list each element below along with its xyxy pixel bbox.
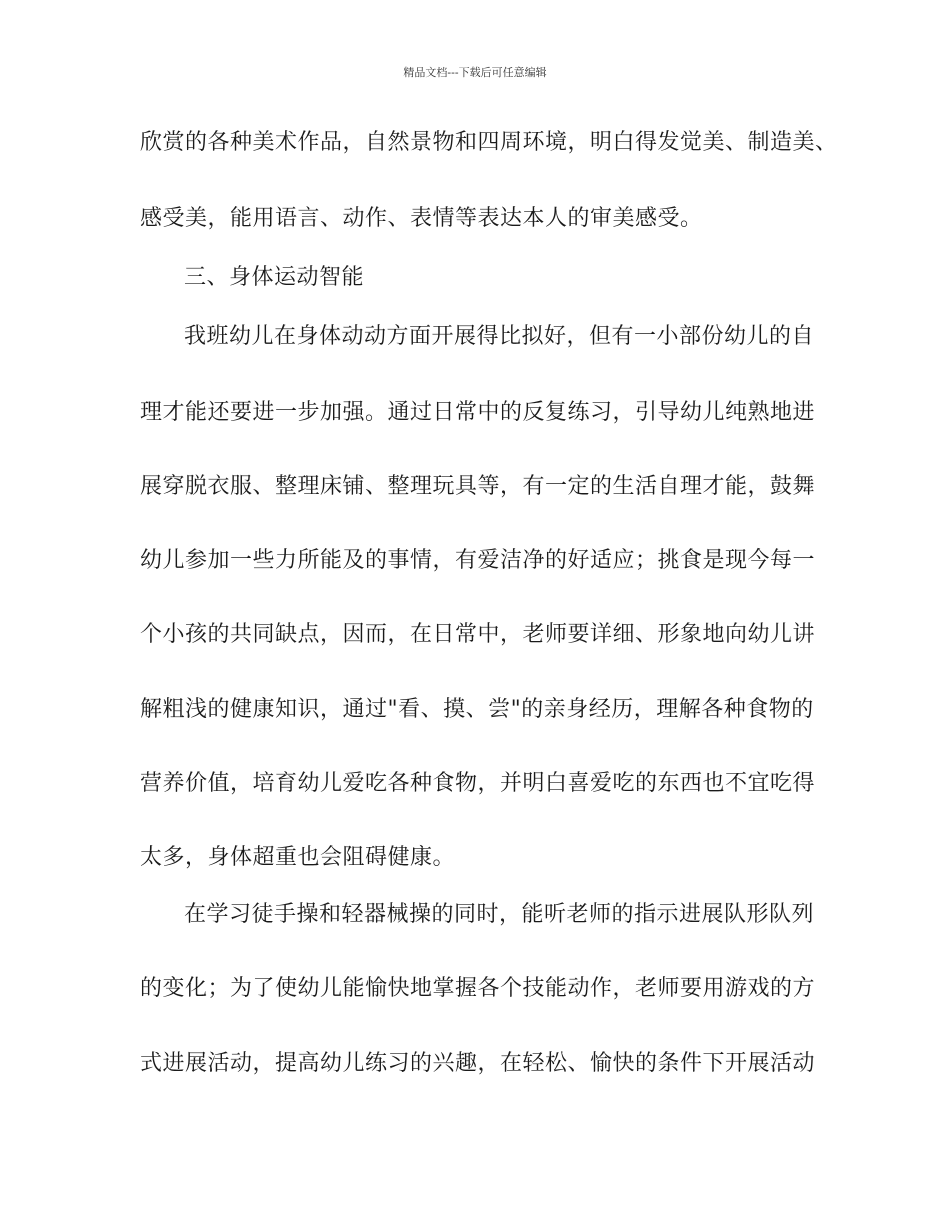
body-line-2: 感受美，能用语言、动作、表情等表达本人的审美感受。 — [140, 206, 703, 231]
section-heading: 三、身体运动智能 — [184, 265, 365, 290]
body-line-13: 的变化；为了使幼儿能愉快地掌握各个技能动作，老师要用游戏的方 — [140, 976, 816, 1001]
page-header: 精品文档---下载后可任意编辑 — [403, 66, 547, 79]
body-line-8: 个小孩的共同缺点，因而，在日常中，老师要详细、形象地向幼儿讲 — [140, 622, 816, 647]
body-line-6: 展穿脱衣服、整理床铺、整理玩具等，有一定的生活自理才能，鼓舞 — [140, 474, 816, 499]
body-line-9: 解粗浅的健康知识，通过"看、摸、尝"的亲身经历，理解各种食物的 — [140, 697, 814, 722]
body-line-14: 式进展活动，提高幼儿练习的兴趣，在轻松、愉快的条件下开展活动 — [140, 1051, 816, 1076]
body-line-4: 我班幼儿在身体动动方面开展得比拟好，但有一小部份幼儿的自 — [184, 324, 815, 349]
body-line-11: 太多，身体超重也会阻碍健康。 — [140, 845, 456, 870]
body-line-1: 欣赏的各种美术作品，自然景物和四周环境，明白得发觉美、制造美、 — [140, 130, 838, 155]
body-line-7: 幼儿参加一些力所能及的事情，有爱洁净的好适应；挑食是现今每一 — [140, 548, 816, 573]
body-line-5: 理才能还要进一步加强。通过日常中的反复练习，引导幼儿纯熟地进 — [140, 400, 816, 425]
body-line-10: 营养价值，培育幼儿爱吃各种食物，并明白喜爱吃的东西也不宜吃得 — [140, 771, 816, 796]
body-line-12: 在学习徒手操和轻器械操的同时，能听老师的指示进展队形队列 — [184, 902, 815, 927]
